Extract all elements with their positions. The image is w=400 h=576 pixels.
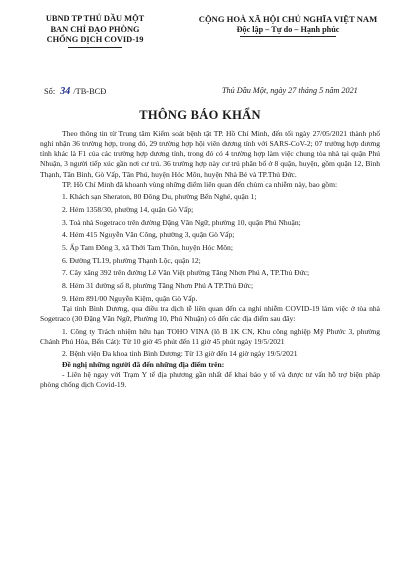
document-body bbox=[40, 129, 380, 390]
hcm-location-item: 3. Toà nhà Sogetraco trên đường Đặng Văn Ngữ, phường 10, quận Phú Nhuận; bbox=[62, 217, 301, 227]
document-title: THÔNG BÁO KHẨN bbox=[139, 108, 261, 122]
hcm-location-item: 4. Hẻm 415 Nguyễn Văn Công, phường 3, quận Gò Vấp; bbox=[62, 230, 235, 240]
request-item: - Liên hệ ngay với Trạm Y tế địa phương gần nhất để khai báo y tế và được tư vấn hỗ trợ biện pháp phòng chống dịch Covid-19. bbox=[40, 369, 380, 389]
hcm-location-item: 6. Đường TL19, phường Thạnh Lộc, quận 12; bbox=[62, 255, 201, 265]
hcm-location-item: 9. Hẻm 891/00 Nguyễn Kiệm, quận Gò Vấp. bbox=[62, 293, 198, 303]
hcm-location-item: 2. Hẻm 1358/30, phường 14, quận Gò Vấp; bbox=[62, 205, 194, 215]
document-number bbox=[44, 86, 106, 97]
document-number-handwritten: 34 bbox=[60, 86, 71, 97]
agency-line-2: BAN CHỈ ĐẠO PHÒNG bbox=[50, 24, 140, 34]
agency-line-3: CHỐNG DỊCH COVID-19 bbox=[46, 35, 144, 44]
intro-paragraph: Theo thông tin từ Trung tâm Kiểm soát bệnh tật TP. Hồ Chí Minh, đến tối ngày 27/05/2021 thành phố nghi nhận 36 trường hợp, trong đó, 29 trường hợp hội viên dương tính với SARS-CoV-2; 07 trường hợp dương tính khác là F1 của các trường hợp dương tính, trong đó có 4 trường hợp làm việc chung tòa nhà tại quận Phú Nhuận, 3 người tiếp xúc gần nơi cư trú. 36 trường hợp này cư trú phân bố ở 8 quận, huyện, gồm quận 12, Bình Thạnh, Tân Bình, Gò Vấp, Tân Phú, huyện Hóc Môn, huyện Nhà Bè và TP.Thủ Đức. bbox=[40, 129, 380, 179]
binh-duong-paragraph: Tại tỉnh Bình Dương, qua điều tra dịch tễ liên quan đến ca nghi nhiễm COVID-19 làm việc ở tòa nhà Sogetraco (30 Đặng Văn Ngữ, Phường 10, Phú Nhuận) có đến các địa điểm sau đây: bbox=[40, 303, 380, 323]
agency-line-1: UBND TP THỦ DẦU MỘT bbox=[45, 14, 145, 23]
national-motto: Độc lập – Tự do – Hạnh phúc bbox=[236, 24, 340, 34]
hcm-location-item: 1. Khách sạn Sheraton, 80 Đông Du, phường Bến Nghé, quận 1; bbox=[62, 192, 257, 202]
hcm-location-item: 7. Cây xăng 392 trên đường Lê Văn Việt phường Tăng Nhơn Phú A, TP.Thủ Đức; bbox=[62, 268, 310, 278]
binh-duong-location-item: 1. Công ty Trách nhiệm hữu hạn TOHO VINA (lô B 1K CN, Khu công nghiệp Mỹ Phước 3, phường Chánh Phú Hòa, Bến Cát): Từ 10 giờ 45 phút đến 11 giờ 45 phút ngày 19/5/2021 bbox=[40, 326, 380, 346]
issuing-agency-block bbox=[20, 14, 170, 48]
place-and-date: Thủ Dầu Một, ngày 27 tháng 5 năm 2021 bbox=[222, 86, 358, 95]
motto-underline bbox=[240, 36, 336, 37]
request-heading: Đề nghị những người đã đến những địa điểm trên: bbox=[62, 359, 225, 369]
hcm-locations-intro: TP. Hồ Chí Minh đã khoanh vùng những điểm liên quan đến chùm ca nhiễm này, bao gồm: bbox=[62, 179, 338, 189]
national-heading-block bbox=[188, 14, 388, 37]
agency-underline bbox=[68, 47, 122, 48]
hcm-location-item: 5. Ấp Tam Đông 3, xã Thới Tam Thôn, huyện Hóc Môn; bbox=[62, 243, 233, 253]
binh-duong-location-item: 2. Bệnh viện Đa khoa tỉnh Bình Dương: Từ 13 giờ đến 14 giờ ngày 19/5/2021 bbox=[62, 349, 298, 359]
document-number-prefix: Số: bbox=[44, 87, 56, 96]
document-number-suffix: /TB-BCĐ bbox=[73, 87, 107, 96]
hcm-location-item: 8. Hẻm 31 đường số 8, phường Tăng Nhơn Phú A TP.Thủ Đức; bbox=[62, 281, 254, 291]
nation-name: CỘNG HOÀ XÃ HỘI CHỦ NGHĨA VIỆT NAM bbox=[198, 14, 378, 24]
